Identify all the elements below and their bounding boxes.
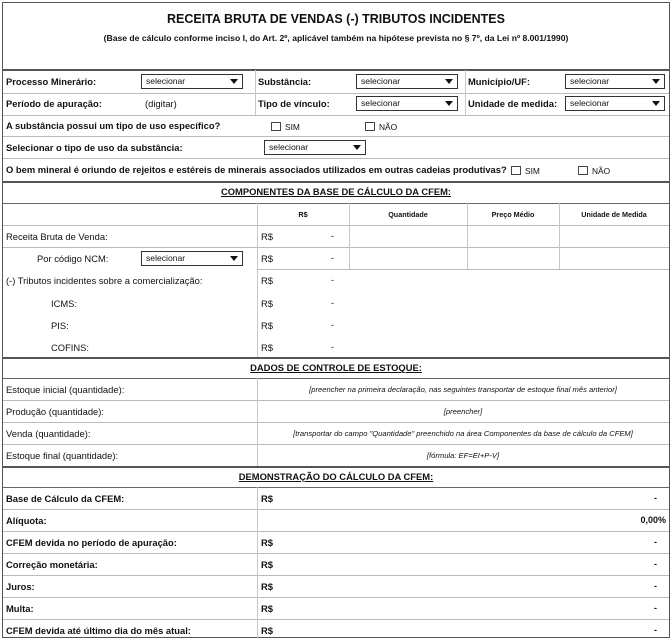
ncm-currency: R$ [261, 253, 273, 264]
chevron-down-icon [445, 101, 453, 106]
componentes-heading: COMPONENTES DA BASE DE CÁLCULO DA CFEM: [220, 186, 452, 197]
demonstracao-heading: DEMONSTRAÇÃO DO CÁLCULO DA CFEM: [238, 471, 434, 482]
cofins-label: COFINS: [51, 342, 90, 353]
icms-label: ICMS: [51, 298, 78, 309]
chevron-down-icon [445, 79, 453, 84]
receita-label: Receita Bruta de Venda: [6, 231, 108, 242]
chevron-down-icon [652, 79, 660, 84]
multa-label: Multa: [6, 603, 34, 614]
cfem-total-label: CFEM devida até último dia do mês atual: [6, 625, 191, 636]
tipo-uso-label: Selecionar o tipo de uso da substância: [6, 142, 183, 153]
vinculo-select-value: selecionar [361, 98, 401, 108]
substancia-select[interactable] [356, 74, 458, 89]
processo-select[interactable] [141, 74, 243, 89]
col-header-preco-medio: Preço Médio [491, 210, 535, 219]
rejeitos-label: O bem mineral é oriundo de rejeitos e estéreis de minerais associados utilizados em outras cadeias produtivas? [6, 164, 507, 175]
receita-currency: R$ [261, 231, 273, 242]
pis-label: PIS: [51, 320, 69, 331]
correcao-currency: R$ [261, 559, 273, 570]
estoque-heading: DADOS DE CONTROLE DE ESTOQUE: [250, 362, 422, 373]
estoque-inicial-label: Estoque inicial (quantidade): [6, 384, 125, 395]
chevron-down-icon [230, 256, 238, 261]
juros-label: Juros: [6, 581, 35, 592]
col-header-quantidade: Quantidade [388, 210, 428, 219]
estoque-final-value: [fórmula: EF=EI+P-V] [426, 451, 500, 460]
estoque-inicial-input[interactable]: [preencher na primeira declaração, nas seguintes transportar de estoque final mês anterior] [309, 385, 617, 394]
base-calculo-label: Base de Cálculo da CFEM: [6, 493, 125, 504]
rejeitos-sim-checkbox[interactable] [511, 166, 521, 175]
tributos-currency: R$ [261, 275, 273, 286]
vinculo-select[interactable] [356, 96, 458, 111]
juros-currency: R$ [261, 581, 273, 592]
processo-select-value: selecionar [146, 76, 186, 86]
divider [3, 69, 669, 71]
cofins-currency: R$ [261, 342, 273, 353]
rejeitos-nao-label: NÃO [592, 166, 611, 176]
base-calculo-value: - [654, 493, 657, 503]
col-header-unidade: Unidade de Medida [581, 210, 647, 219]
uso-nao-checkbox[interactable] [365, 122, 375, 131]
processo-label: Processo Minerário: [6, 76, 97, 87]
municipio-label: Município/UF: [468, 76, 530, 87]
chevron-down-icon [230, 79, 238, 84]
uso-sim-label: SIM [285, 122, 300, 132]
uso-sim-checkbox[interactable] [271, 122, 281, 131]
periodo-input[interactable]: (digitar) [145, 98, 177, 109]
cfem-total-currency: R$ [261, 625, 273, 636]
tributos-value: - [331, 275, 334, 285]
rejeitos-sim-label: SIM [525, 166, 540, 176]
substancia-label: Substância: [258, 76, 312, 87]
cfem-total-value: - [654, 625, 657, 635]
ncm-select-value: selecionar [146, 253, 186, 263]
aliquota-label: Alíquota: [6, 515, 47, 526]
producao-label: Produção (quantidade): [6, 406, 104, 417]
cfem-devida-value: - [654, 537, 657, 547]
base-calculo-currency: R$ [261, 493, 273, 504]
tipo-uso-select[interactable] [264, 140, 366, 155]
chevron-down-icon [353, 145, 361, 150]
juros-value: - [654, 581, 657, 591]
cfem-form [2, 2, 670, 638]
multa-currency: R$ [261, 603, 273, 614]
periodo-label: Período de apuração: [6, 98, 102, 109]
unidade-label: Unidade de medida: [468, 98, 558, 109]
page-title: RECEITA BRUTA DE VENDAS (-) TRIBUTOS INCIDENTES [167, 12, 505, 26]
municipio-select-value: selecionar [570, 76, 610, 86]
uso-nao-label: NÃO [379, 122, 398, 132]
aliquota-value: 0,00% [640, 515, 666, 525]
unidade-select[interactable] [565, 96, 665, 111]
substancia-select-value: selecionar [361, 76, 401, 86]
tipo-uso-select-value: selecionar [269, 142, 309, 152]
receita-value: - [331, 231, 334, 241]
page-subtitle: (Base de cálculo conforme inciso I, do Art. 2º, aplicável também na hipótese prevista no § 7º, da Lei nº 8.001/1990) [103, 33, 569, 43]
multa-value: - [654, 603, 657, 613]
producao-input[interactable]: [preencher] [443, 407, 483, 416]
col-header-rs: R$ [298, 210, 308, 219]
cfem-devida-currency: R$ [261, 537, 273, 548]
ncm-value: - [331, 253, 334, 263]
chevron-down-icon [652, 101, 660, 106]
cofins-value: - [331, 342, 334, 352]
estoque-final-label: Estoque final (quantidade): [6, 450, 119, 461]
unidade-select-value: selecionar [570, 98, 610, 108]
icms-value: - [331, 298, 334, 308]
pis-currency: R$ [261, 320, 273, 331]
pis-value: - [331, 320, 334, 330]
ncm-label: Por código NCM: [37, 253, 109, 264]
venda-input: [transportar do campo "Quantidade" preenchido na área Componentes da base de cálculo da CFEM] [293, 429, 633, 438]
icms-currency: R$ [261, 298, 273, 309]
tributos-label: (-) Tributos incidentes sobre a comercialização: [6, 275, 203, 286]
venda-label: Venda (quantidade): [6, 428, 91, 439]
correcao-label: Correção monetária: [6, 559, 98, 570]
uso-especifico-label: A substância possui um tipo de uso específico? [6, 120, 221, 131]
correcao-value: - [654, 559, 657, 569]
ncm-select[interactable] [141, 251, 243, 266]
municipio-select[interactable] [565, 74, 665, 89]
vinculo-label: Tipo de vínculo: [258, 98, 330, 109]
cfem-devida-label: CFEM devida no período de apuração: [6, 537, 177, 548]
rejeitos-nao-checkbox[interactable] [578, 166, 588, 175]
